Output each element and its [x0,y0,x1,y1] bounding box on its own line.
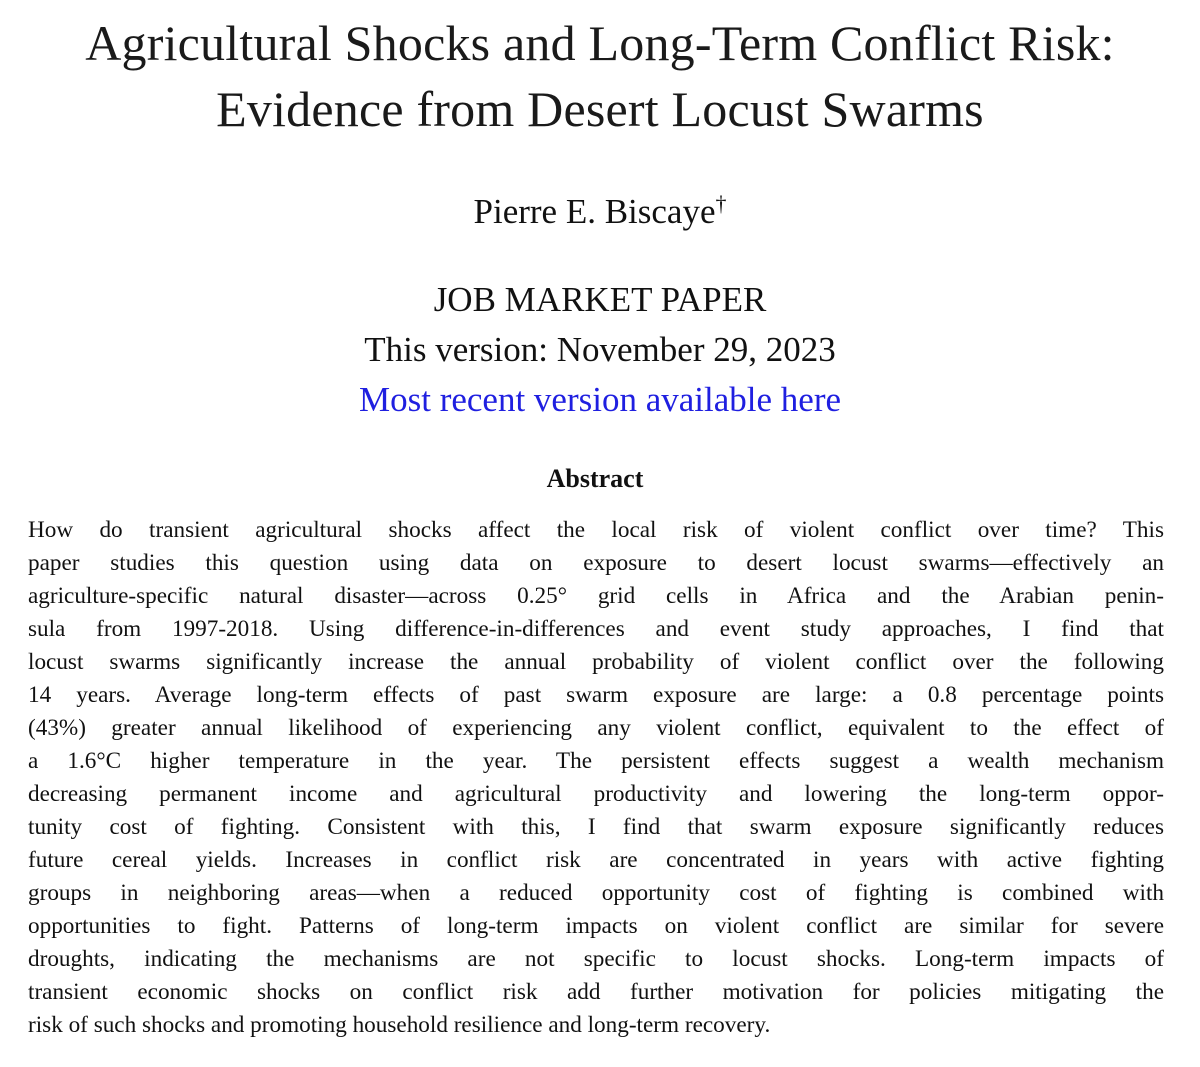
abstract-heading: Abstract [546,464,644,493]
paper-title-line-2: Evidence from Desert Locust Swarms [216,81,984,137]
abstract-line: decreasing permanent income and agricultural productivity and lowering the long-term oppor- [28,781,1164,807]
abstract-line: (43%) greater annual likelihood of experiencing any violent conflict, equivalent to the effect of [28,715,1164,741]
abstract-line: sula from 1997-2018. Using difference-in-differences and event study approaches, I find that [28,616,1164,642]
abstract-line: a 1.6°C higher temperature in the year. The persistent effects suggest a wealth mechanism [28,748,1164,774]
paper-title [0,10,1200,142]
abstract-line: How do transient agricultural shocks affect the local risk of violent conflict over time? This [28,517,1164,543]
abstract-line: locust swarms significantly increase the annual probability of violent conflict over the following [28,649,1164,675]
abstract-line: opportunities to fight. Patterns of long-term impacts on violent conflict are similar for severe [28,913,1164,939]
author-block [0,190,1200,234]
abstract-line: groups in neighboring areas—when a reduced opportunity cost of fighting is combined with [28,880,1164,906]
author-name: Pierre E. Biscaye [473,192,716,231]
author-footnote-mark[interactable]: † [715,191,727,216]
abstract-line: risk of such shocks and promoting household resilience and long-term recovery. [28,1012,771,1038]
abstract-line: transient economic shocks on conflict risk add further motivation for policies mitigating the [28,979,1164,1005]
abstract-body [28,514,1164,1042]
abstract-line: paper studies this question using data on exposure to desert locust swarms—effectively an [28,550,1164,576]
paper-status-block [0,275,1200,425]
version-date: This version: November 29, 2023 [364,330,836,369]
paper-title-line-1: Agricultural Shocks and Long-Term Conflict Risk: [85,15,1115,71]
abstract-line: droughts, indicating the mechanisms are not specific to locust shocks. Long-term impacts of [28,946,1164,972]
abstract-line: agriculture-specific natural disaster—across 0.25° grid cells in Africa and the Arabian penin- [28,583,1164,609]
abstract-line: tunity cost of fighting. Consistent with this, I find that swarm exposure significantly reduces [28,814,1164,840]
abstract-line: future cereal yields. Increases in conflict risk are concentrated in years with active fighting [28,847,1164,873]
job-market-paper-label: JOB MARKET PAPER [433,280,767,319]
abstract-line: 14 years. Average long-term effects of past swarm exposure are large: a 0.8 percentage points [28,682,1164,708]
recent-version-link[interactable]: Most recent version available here [358,380,842,419]
